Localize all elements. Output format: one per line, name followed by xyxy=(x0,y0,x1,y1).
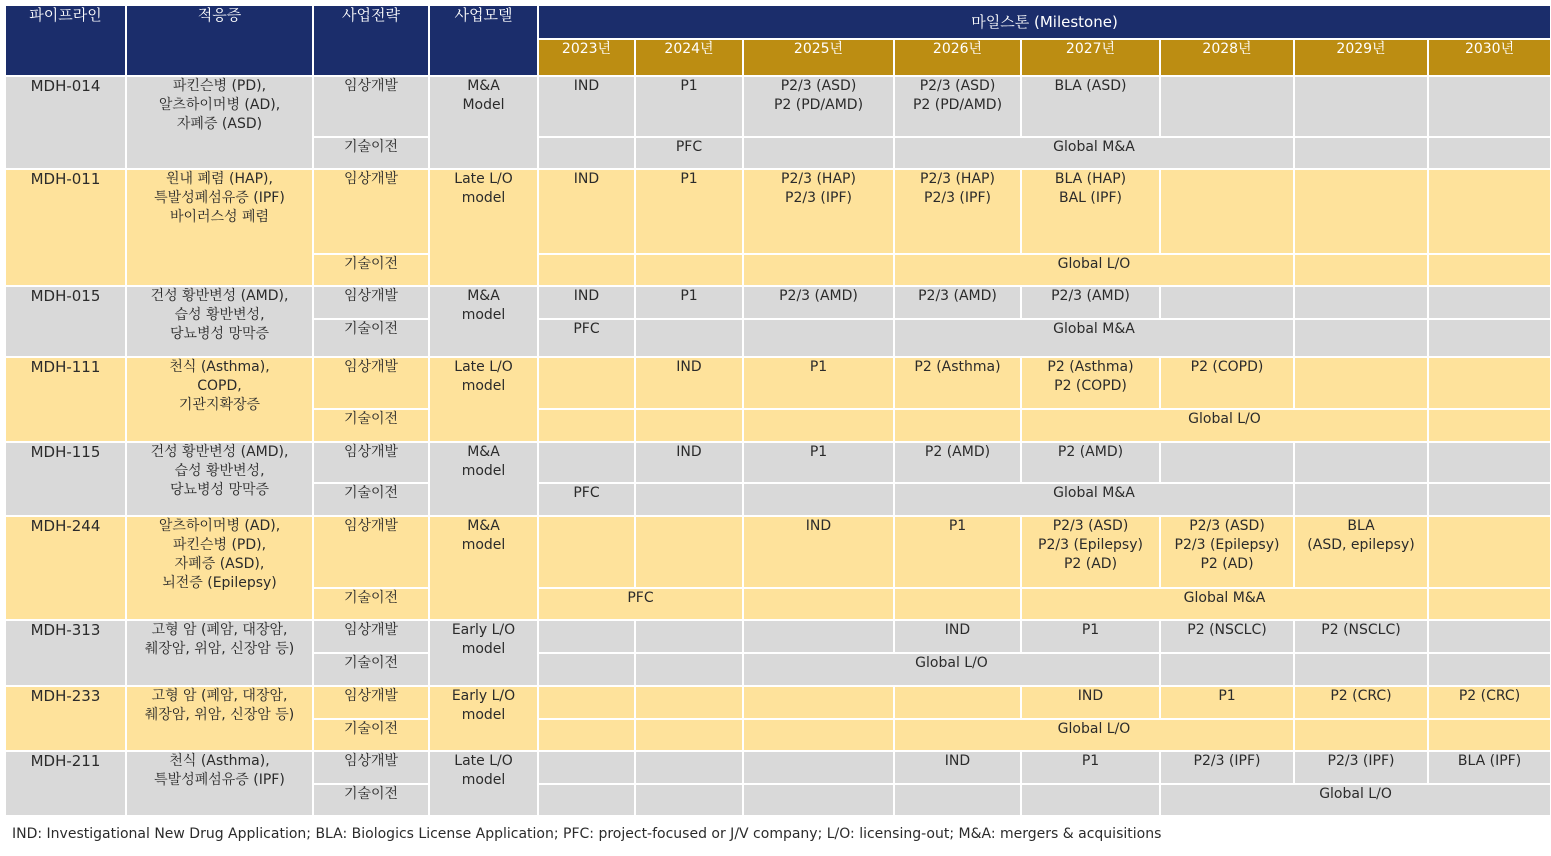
milestone-cell: P2 (NSCLC) xyxy=(1160,620,1294,653)
transfer-span: PFC xyxy=(538,588,743,620)
strategy-transfer: 기술이전 xyxy=(313,254,429,286)
milestone-cell xyxy=(1428,169,1551,254)
milestone-cell: P2 (COPD) xyxy=(1160,357,1294,409)
indication-line: 바이러스성 폐렴 xyxy=(169,209,270,225)
business-model-cell xyxy=(429,620,538,686)
transfer-cell: PFC xyxy=(635,137,743,169)
milestone-cell xyxy=(1428,653,1551,686)
header-year-2023: 2023년 xyxy=(538,39,635,76)
strategy-transfer: 기술이전 xyxy=(313,719,429,751)
pipeline-id: MDH-111 xyxy=(5,357,126,442)
model-line: Model xyxy=(462,97,505,113)
milestone-cell xyxy=(1294,169,1428,254)
milestone-cell xyxy=(1428,588,1551,620)
milestone-cell xyxy=(1428,137,1551,169)
milestone-cell xyxy=(743,483,894,516)
milestone-cell xyxy=(1160,442,1294,483)
milestone-cell xyxy=(1160,169,1294,254)
strategy-transfer: 기술이전 xyxy=(313,653,429,686)
milestone-cell xyxy=(1294,254,1428,286)
header-year-2027: 2027년 xyxy=(1021,39,1160,76)
strategy-clinical: 임상개발 xyxy=(313,686,429,719)
indication-line: 알츠하이머병 (AD), xyxy=(158,97,281,113)
milestone-cell xyxy=(1294,286,1428,319)
strategy-clinical: 임상개발 xyxy=(313,751,429,784)
strategy-clinical: 임상개발 xyxy=(313,442,429,483)
milestone-cell: P2 (CRC) xyxy=(1294,686,1428,719)
milestone-cell xyxy=(1294,653,1428,686)
indication-line: COPD, xyxy=(197,378,242,394)
pipeline-id: MDH-015 xyxy=(5,286,126,357)
strategy-clinical: 임상개발 xyxy=(313,516,429,588)
indication-line: 고형 암 (폐암, 대장암, xyxy=(151,622,288,638)
transfer-span: Global L/O xyxy=(743,653,1160,686)
strategy-transfer: 기술이전 xyxy=(313,137,429,169)
milestone-cell: P2 (NSCLC) xyxy=(1294,620,1428,653)
milestone-cell xyxy=(1021,516,1160,588)
milestone-cell xyxy=(635,483,743,516)
milestone-cell: IND xyxy=(538,169,635,254)
milestone-cell xyxy=(1294,483,1428,516)
indication-line: 기관지확장증 xyxy=(178,397,261,413)
header-indication: 적응증 xyxy=(126,5,313,76)
business-model-cell xyxy=(429,516,538,620)
header-business-model: 사업모델 xyxy=(429,5,538,76)
transfer-cell: PFC xyxy=(538,319,635,357)
transfer-span: Global L/O xyxy=(1160,784,1551,816)
milestone-cell xyxy=(1021,357,1160,409)
strategy-clinical: 임상개발 xyxy=(313,286,429,319)
milestone-cell xyxy=(1294,137,1428,169)
model-line: model xyxy=(461,537,506,553)
model-line: model xyxy=(461,190,506,206)
transfer-span: Global M&A xyxy=(1021,588,1428,620)
milestone-cell xyxy=(538,137,635,169)
strategy-transfer: 기술이전 xyxy=(313,784,429,816)
milestone-cell: P1 xyxy=(635,169,743,254)
strategy-clinical: 임상개발 xyxy=(313,357,429,409)
strategy-clinical: 임상개발 xyxy=(313,169,429,254)
milestone-cell xyxy=(635,751,743,784)
indication-line: 특발성폐섬유증 (IPF) xyxy=(154,190,285,206)
milestone-cell xyxy=(1160,286,1294,319)
pipeline-id: MDH-233 xyxy=(5,686,126,751)
transfer-cell: PFC xyxy=(538,483,635,516)
indication-line: 특발성폐섬유증 (IPF) xyxy=(154,772,285,788)
milestone-line: P2/3 (ASD) xyxy=(1052,518,1129,534)
milestone-cell xyxy=(743,686,894,719)
table-row xyxy=(5,442,1551,483)
strategy-clinical: 임상개발 xyxy=(313,76,429,137)
transfer-span: Global L/O xyxy=(894,254,1294,286)
milestone-cell xyxy=(538,751,635,784)
transfer-span: Global L/O xyxy=(1021,409,1428,442)
indication-line: 자폐증 (ASD) xyxy=(176,116,263,132)
milestone-cell xyxy=(1428,483,1551,516)
milestone-cell xyxy=(635,319,743,357)
milestone-cell: IND xyxy=(743,516,894,588)
milestone-cell: P1 xyxy=(743,442,894,483)
table-row xyxy=(5,751,1551,784)
milestone-cell: IND xyxy=(894,751,1021,784)
milestone-line: P2/3 (ASD) xyxy=(1189,518,1265,534)
milestone-cell xyxy=(538,516,635,588)
indication-cell xyxy=(126,686,313,751)
indication-cell xyxy=(126,751,313,816)
milestone-cell xyxy=(743,137,894,169)
milestone-line: BLA (HAP) xyxy=(1054,171,1127,187)
milestone-cell: P2/3 (AMD) xyxy=(894,286,1021,319)
indication-line: 원내 폐렴 (HAP), xyxy=(166,171,273,187)
milestone-cell xyxy=(743,409,894,442)
milestone-cell: BLA (IPF) xyxy=(1428,751,1551,784)
indication-line: 습성 황반변성, xyxy=(174,307,265,323)
indication-line: 알츠하이머병 (AD), xyxy=(158,518,281,534)
strategy-transfer: 기술이전 xyxy=(313,409,429,442)
milestone-line: P2/3 (ASD) xyxy=(919,78,996,94)
indication-line: 뇌전증 (Epilepsy) xyxy=(162,575,277,591)
milestone-cell: P1 xyxy=(1021,751,1160,784)
indication-line: 파킨슨병 (PD), xyxy=(172,537,267,553)
header-year-2025: 2025년 xyxy=(743,39,894,76)
milestone-line: P2/3 (Epilepsy) xyxy=(1174,537,1280,553)
milestone-cell xyxy=(635,784,743,816)
milestone-cell: IND xyxy=(635,442,743,483)
transfer-span: Global M&A xyxy=(894,137,1294,169)
milestone-cell: P2 (AMD) xyxy=(1021,442,1160,483)
milestone-cell xyxy=(894,588,1021,620)
indication-line: 당뇨병성 망막증 xyxy=(169,482,270,498)
indication-line: 습성 황반변성, xyxy=(174,463,265,479)
table-row xyxy=(5,286,1551,319)
milestone-line: P2 (AD) xyxy=(1200,556,1254,572)
milestone-cell xyxy=(1160,76,1294,137)
milestone-cell xyxy=(1428,319,1551,357)
milestone-cell: P2 (Asthma) xyxy=(894,357,1021,409)
indication-cell xyxy=(126,357,313,442)
milestone-cell xyxy=(538,357,635,409)
indication-line: 고형 암 (폐암, 대장암, xyxy=(151,688,288,704)
pipeline-id: MDH-011 xyxy=(5,169,126,286)
header-milestone: 마일스톤 (Milestone) xyxy=(538,5,1551,39)
indication-cell xyxy=(126,286,313,357)
milestone-cell xyxy=(894,686,1021,719)
milestone-line: P2/3 (HAP) xyxy=(781,171,856,187)
milestone-cell: BLA (ASD) xyxy=(1021,76,1160,137)
milestone-cell xyxy=(894,76,1021,137)
milestone-cell xyxy=(1021,169,1160,254)
milestone-cell xyxy=(894,409,1021,442)
milestone-cell xyxy=(538,409,635,442)
milestone-cell xyxy=(1294,516,1428,588)
milestone-cell xyxy=(743,588,894,620)
milestone-cell xyxy=(743,620,894,653)
strategy-transfer: 기술이전 xyxy=(313,483,429,516)
milestone-cell xyxy=(538,254,635,286)
indication-line: 자폐증 (ASD), xyxy=(174,556,265,572)
milestone-cell xyxy=(538,719,635,751)
milestone-cell xyxy=(1428,357,1551,409)
indication-line: 파킨슨병 (PD), xyxy=(172,78,267,94)
milestone-cell xyxy=(743,254,894,286)
header-year-2029: 2029년 xyxy=(1294,39,1428,76)
strategy-transfer: 기술이전 xyxy=(313,588,429,620)
milestone-cell xyxy=(1294,442,1428,483)
milestone-line: P2 (PD/AMD) xyxy=(773,97,864,113)
business-model-cell xyxy=(429,751,538,816)
milestone-cell xyxy=(743,169,894,254)
table-row xyxy=(5,169,1551,254)
milestone-cell xyxy=(635,686,743,719)
milestone-cell xyxy=(1428,516,1551,588)
milestone-cell xyxy=(538,784,635,816)
milestone-line: P2 (COPD) xyxy=(1054,378,1127,394)
milestone-cell: P1 xyxy=(635,76,743,137)
milestone-cell xyxy=(1294,319,1428,357)
indication-line: 건성 황반변성 (AMD), xyxy=(150,288,289,304)
indication-cell xyxy=(126,76,313,169)
business-model-cell xyxy=(429,169,538,286)
transfer-span: Global M&A xyxy=(894,319,1294,357)
milestone-line: P2/3 (HAP) xyxy=(920,171,995,187)
milestone-cell xyxy=(538,653,635,686)
milestone-cell: IND xyxy=(538,286,635,319)
milestone-line: P2/3 (IPF) xyxy=(924,190,991,206)
pipeline-id: MDH-244 xyxy=(5,516,126,620)
milestone-line: P2 (PD/AMD) xyxy=(912,97,1003,113)
milestone-cell: P2 (CRC) xyxy=(1428,686,1551,719)
milestone-cell xyxy=(538,442,635,483)
indication-cell xyxy=(126,516,313,620)
model-line: M&A xyxy=(467,288,500,304)
milestone-line: P2/3 (IPF) xyxy=(785,190,852,206)
milestone-cell xyxy=(635,409,743,442)
milestone-cell xyxy=(894,784,1021,816)
model-line: M&A xyxy=(467,518,500,534)
milestone-cell: P2/3 (AMD) xyxy=(1021,286,1160,319)
milestone-cell: IND xyxy=(1021,686,1160,719)
milestone-line: (ASD, epilepsy) xyxy=(1307,537,1415,553)
milestone-cell: P1 xyxy=(743,357,894,409)
milestone-cell: P1 xyxy=(1160,686,1294,719)
milestone-cell xyxy=(743,719,894,751)
milestone-cell xyxy=(635,254,743,286)
business-model-cell xyxy=(429,442,538,516)
business-model-cell xyxy=(429,357,538,442)
milestone-cell: IND xyxy=(894,620,1021,653)
milestone-cell xyxy=(743,784,894,816)
milestone-cell xyxy=(743,751,894,784)
indication-line: 췌장암, 위암, 신장암 등) xyxy=(144,707,295,723)
milestone-cell xyxy=(538,686,635,719)
pipeline-id: MDH-014 xyxy=(5,76,126,169)
milestone-cell xyxy=(1294,357,1428,409)
model-line: M&A xyxy=(467,444,500,460)
model-line: Early L/O xyxy=(451,622,516,638)
milestone-line: BLA xyxy=(1347,518,1375,534)
header-pipeline: 파이프라인 xyxy=(5,5,126,76)
milestone-line: P2 (Asthma) xyxy=(1047,359,1134,375)
milestone-cell xyxy=(635,653,743,686)
business-model-cell xyxy=(429,686,538,751)
milestone-line: P2 (AD) xyxy=(1063,556,1118,572)
business-model-cell xyxy=(429,76,538,169)
header-year-2024: 2024년 xyxy=(635,39,743,76)
indication-cell xyxy=(126,620,313,686)
model-line: model xyxy=(461,463,506,479)
milestone-cell xyxy=(1428,254,1551,286)
business-model-cell xyxy=(429,286,538,357)
milestone-cell xyxy=(1428,442,1551,483)
milestone-cell xyxy=(1428,76,1551,137)
model-line: model xyxy=(461,772,506,788)
model-line: model xyxy=(461,707,506,723)
milestone-cell xyxy=(635,620,743,653)
milestone-cell xyxy=(1428,286,1551,319)
table-row xyxy=(5,620,1551,653)
pipeline-id: MDH-115 xyxy=(5,442,126,516)
transfer-span: Global L/O xyxy=(894,719,1294,751)
milestone-cell: P1 xyxy=(635,286,743,319)
milestone-cell: P1 xyxy=(894,516,1021,588)
pipeline-id: MDH-313 xyxy=(5,620,126,686)
pipeline-id: MDH-211 xyxy=(5,751,126,816)
milestone-cell xyxy=(1294,76,1428,137)
model-line: model xyxy=(461,641,506,657)
milestone-line: P2/3 (ASD) xyxy=(780,78,857,94)
indication-line: 췌장암, 위암, 신장암 등) xyxy=(144,641,295,657)
model-line: Late L/O xyxy=(454,359,513,375)
header-year-2028: 2028년 xyxy=(1160,39,1294,76)
table-row xyxy=(5,357,1551,409)
header-strategy: 사업전략 xyxy=(313,5,429,76)
table-row xyxy=(5,76,1551,137)
milestone-cell xyxy=(1160,653,1294,686)
milestone-cell: IND xyxy=(538,76,635,137)
milestone-cell: P2/3 (IPF) xyxy=(1294,751,1428,784)
milestone-cell xyxy=(1428,409,1551,442)
milestone-cell: P2/3 (AMD) xyxy=(743,286,894,319)
indication-line: 천식 (Asthma), xyxy=(169,359,270,375)
milestone-line: P2/3 (Epilepsy) xyxy=(1038,537,1143,553)
header-year-2026: 2026년 xyxy=(894,39,1021,76)
strategy-clinical: 임상개발 xyxy=(313,620,429,653)
header-year-2030: 2030년 xyxy=(1428,39,1551,76)
milestone-cell xyxy=(743,76,894,137)
indication-cell xyxy=(126,169,313,286)
milestone-cell: P2 (AMD) xyxy=(894,442,1021,483)
milestone-line: BAL (IPF) xyxy=(1059,190,1122,206)
milestone-cell: IND xyxy=(635,357,743,409)
model-line: model xyxy=(461,378,506,394)
milestone-cell xyxy=(894,169,1021,254)
model-line: Late L/O xyxy=(454,753,513,769)
milestone-cell xyxy=(635,719,743,751)
transfer-span: Global M&A xyxy=(894,483,1294,516)
abbreviation-footnote: IND: Investigational New Drug Application; BLA: Biologics License Application; PFC: project-focused or J/V company; L/O: licensing-out; M&A: mergers & acquisitions xyxy=(12,826,1162,842)
table-row xyxy=(5,516,1551,588)
table-row xyxy=(5,686,1551,719)
milestone-cell xyxy=(1021,784,1160,816)
pipeline-milestone-table xyxy=(4,4,1551,817)
model-line: Late L/O xyxy=(454,171,513,187)
milestone-cell xyxy=(743,319,894,357)
indication-line: 건성 황반변성 (AMD), xyxy=(150,444,289,460)
model-line: model xyxy=(461,307,506,323)
model-line: Early L/O xyxy=(451,688,516,704)
milestone-cell xyxy=(1428,620,1551,653)
model-line: M&A xyxy=(467,78,500,94)
indication-line: 당뇨병성 망막증 xyxy=(169,326,270,342)
milestone-cell xyxy=(1160,516,1294,588)
milestone-cell: P2/3 (IPF) xyxy=(1160,751,1294,784)
indication-cell xyxy=(126,442,313,516)
milestone-cell xyxy=(1294,719,1428,751)
indication-line: 천식 (Asthma), xyxy=(169,753,270,769)
strategy-transfer: 기술이전 xyxy=(313,319,429,357)
milestone-cell: P1 xyxy=(1021,620,1160,653)
milestone-cell xyxy=(635,516,743,588)
milestone-cell xyxy=(538,620,635,653)
milestone-cell xyxy=(1428,719,1551,751)
